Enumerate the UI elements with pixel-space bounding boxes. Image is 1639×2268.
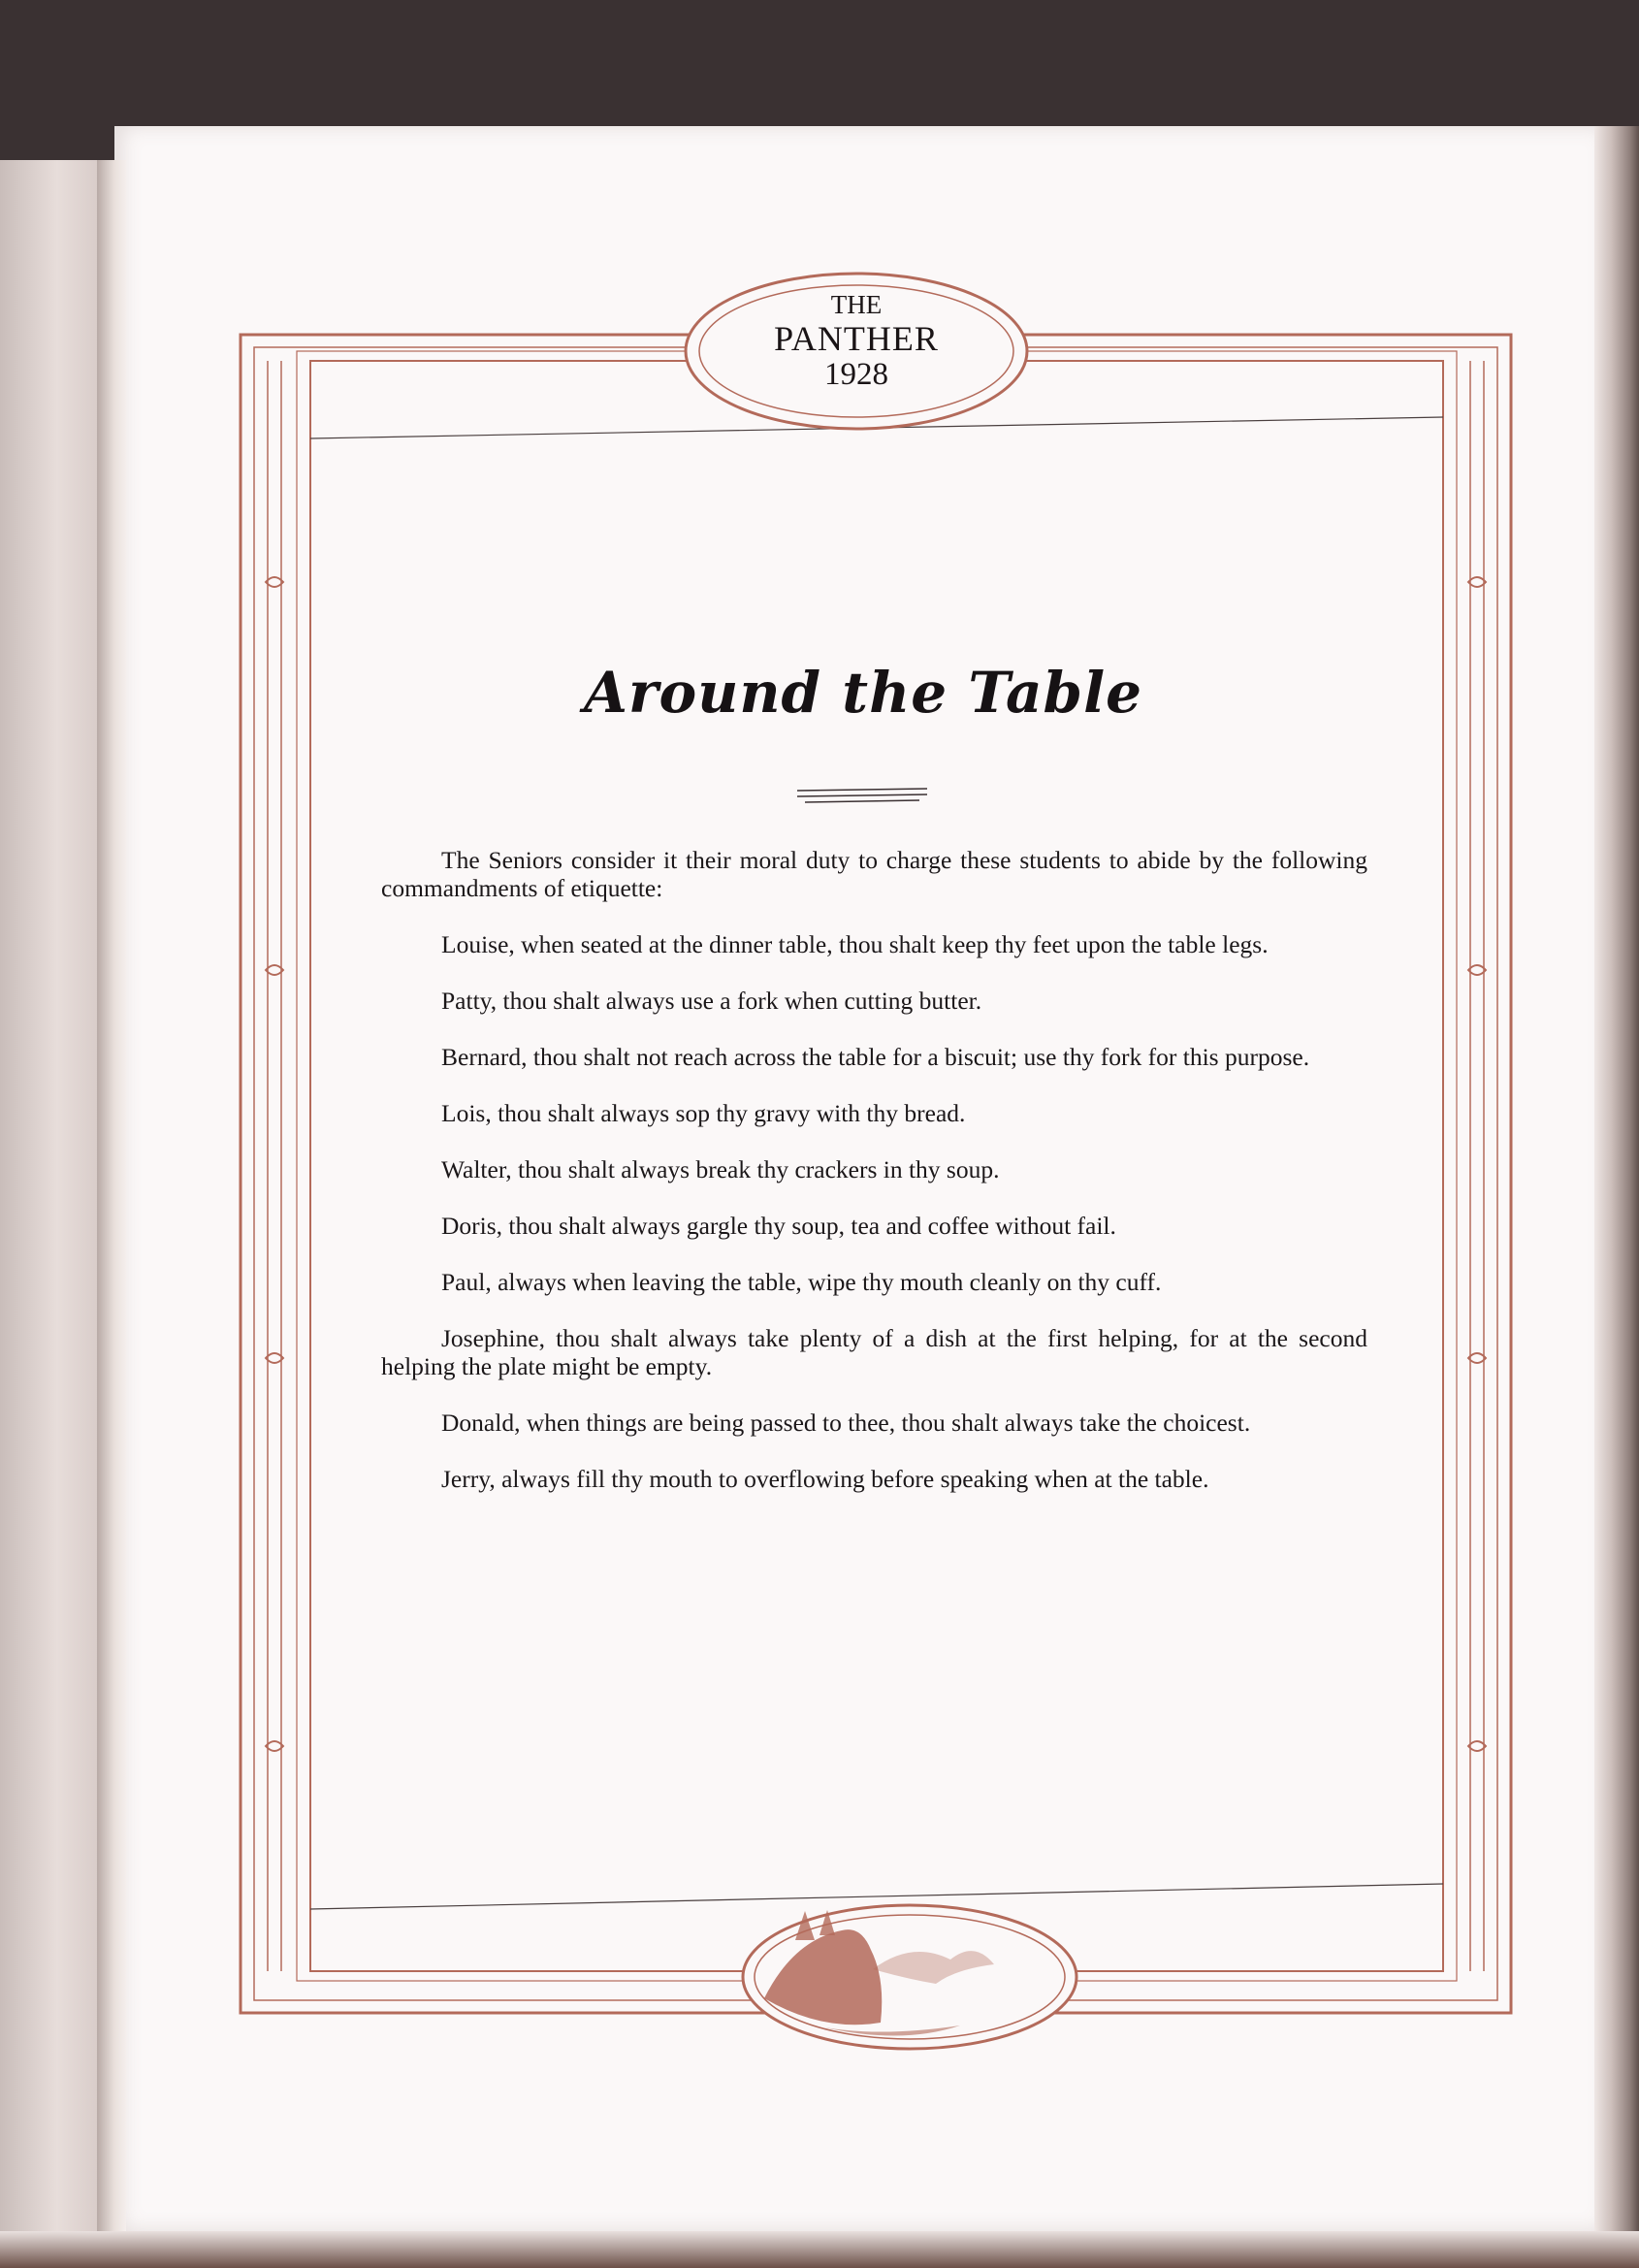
paragraph: Patty, thou shalt always use a fork when cutting butter. [441, 987, 982, 1015]
header-line-panther: PANTHER [774, 319, 939, 358]
paragraph: Paul, always when leaving the table, wipe thy mouth cleanly on thy cuff. [441, 1268, 1162, 1296]
page-title: Around the Table [583, 660, 1143, 726]
body-text [381, 846, 1367, 1521]
paragraph: Doris, thou shalt always gargle thy soup, tea and coffee without fail. [441, 1212, 1116, 1240]
yearbook-header [696, 281, 1016, 422]
paragraph: The Seniors consider it their moral duty to charge these students to abide by the following commandments of etiquette: [381, 846, 1367, 902]
paragraph: Lois, thou shalt always sop thy gravy with thy bread. [441, 1099, 966, 1127]
paragraph: Bernard, thou shalt not reach across the table for a biscuit; use thy fork for this purpose. [441, 1043, 1310, 1071]
header-line-the: THE [830, 290, 883, 319]
paragraph: Louise, when seated at the dinner table, thou shalt keep thy feet upon the table legs. [441, 930, 1269, 958]
paragraph: Josephine, thou shalt always take plenty of a dish at the first helping, for at the second helping the plate might be empty. [381, 1324, 1367, 1380]
paragraph: Donald, when things are being passed to thee, thou shalt always take the choicest. [441, 1409, 1251, 1437]
header-line-year: 1928 [824, 357, 888, 392]
paragraph: Walter, thou shalt always break thy crackers in thy soup. [441, 1155, 1000, 1183]
paragraph: Jerry, always fill thy mouth to overflowing before speaking when at the table. [441, 1465, 1209, 1493]
